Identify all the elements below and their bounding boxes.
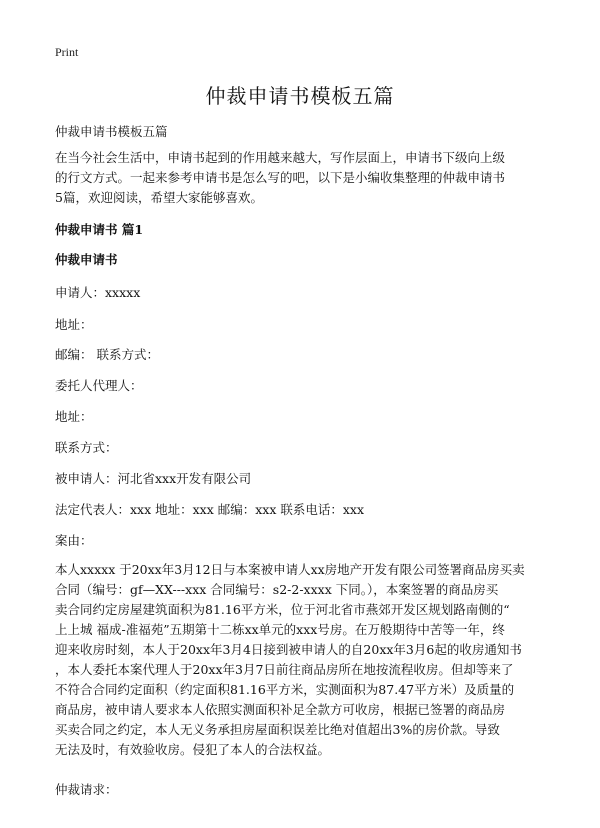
document-title: 仲裁申请书模板五篇 [205,84,395,108]
postcode-contact-field: 邮编： 联系方式： [55,347,159,362]
applicant-field: 申请人：xxxxx [55,285,141,300]
case-line: 不符合合同约定面积（约定面积81.16平方米，实测面积为87.47平方米）及质量的 [55,682,515,697]
contact-field: 联系方式： [55,440,118,455]
intro-paragraph [55,148,550,208]
respondent-field: 被申请人：河北省xxx开发有限公司 [55,471,252,486]
case-line: 无法及时，有效验收房。侵犯了本人的合法权益。 [55,742,331,757]
case-line: 商品房，被申请人要求本人依照实测面积补足全款方可收房，根据已签署的商品房 [55,702,506,717]
case-line: 本人xxxxx 于20xx年3月12日与本案被申请人xx房地产开发有限公司签署商品房买卖 [55,562,525,577]
case-line: 买卖合同之约定，本人无义务承担房屋面积误差比绝对值超出3%的房价款。导致 [55,722,500,737]
case-line: 迎来收房时刻，本人于20xx年3月4日接到被申请人的自20xx年3月6起的收房通知书 [55,642,522,657]
print-label[interactable]: Print [55,45,79,59]
form-title: 仲裁申请书 [55,252,118,267]
case-body-paragraph [55,560,550,760]
intro-line: 5篇，欢迎阅读，希望大家能够喜欢。 [55,190,263,205]
case-reason-label: 案由： [55,533,93,548]
case-line: 上上城 福成-准福苑”五期第十二栋xx单元的xxx号房。在万般期待中苦等一年，终 [55,622,505,637]
address-field: 地址： [55,317,93,332]
intro-line: 的行文方式。一起来参考申请书是怎么写的吧，以下是小编收集整理的仲裁申请书 [55,170,506,185]
case-line: ，本人委托本案代理人于20xx年3月7日前往商品房所在地按流程收房。但却等来了 [55,662,514,677]
case-line: 卖合同约定房屋建筑面积为81.16平方米，位于河北省市燕郊开发区规划路南侧的“ [55,602,510,617]
case-line: 合同（编号：gf—XX---xxx 合同编号：s2-2-xxxx 下同。），本案签署的商品房买 [55,582,499,597]
section-heading: 仲裁申请书 篇1 [55,222,144,237]
agent-field: 委托人代理人： [55,378,143,393]
intro-line: 在当今社会生活中，申请书起到的作用越来越大，写作层面上，申请书下级向上级 [55,150,506,165]
claims-label: 仲裁请求： [55,782,118,797]
legal-representative-field: 法定代表人：xxx 地址：xxx 邮编：xxx 联系电话：xxx [55,502,365,517]
agent-address-field: 地址： [55,409,93,424]
document-subtitle: 仲裁申请书模板五篇 [55,124,168,139]
